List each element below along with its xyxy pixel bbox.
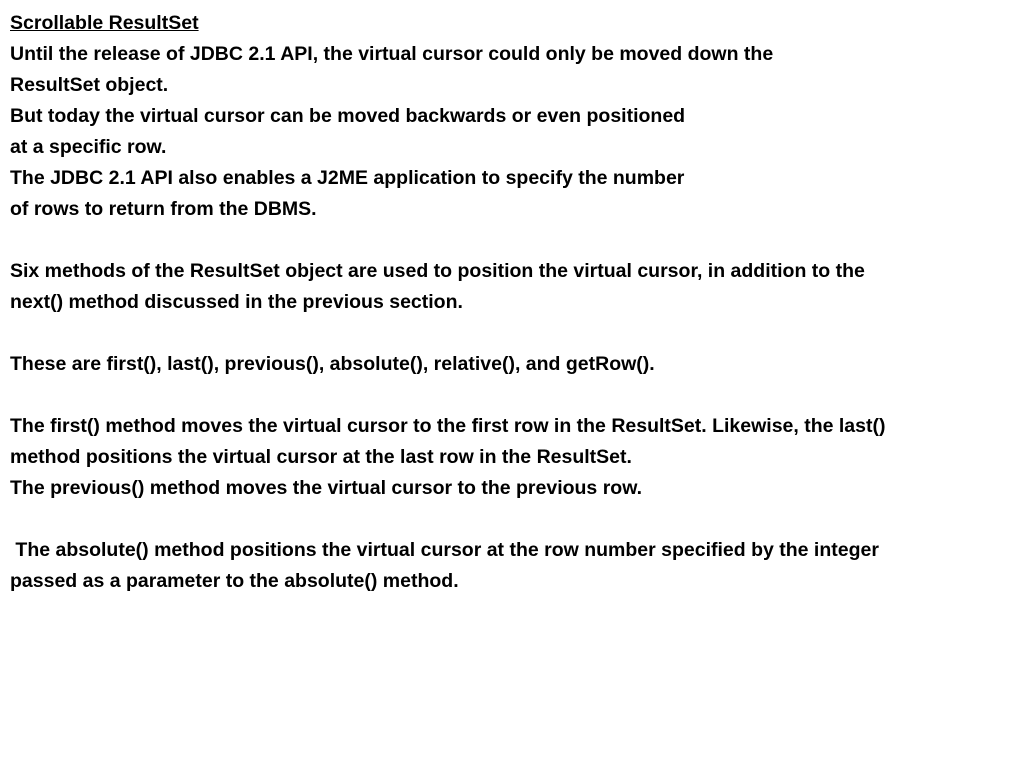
slide-body xyxy=(10,8,1020,597)
body-line: The first() method moves the virtual cursor to the first row in the ResultSet. Likewise, the last() xyxy=(10,415,886,437)
body-line: at a specific row. xyxy=(10,136,167,158)
blank-line xyxy=(10,380,1020,411)
body-line: The previous() method moves the virtual cursor to the previous row. xyxy=(10,477,643,499)
blank-line xyxy=(10,318,1020,349)
body-line: The JDBC 2.1 API also enables a J2ME application to specify the number xyxy=(10,167,685,189)
body-line: method positions the virtual cursor at the last row in the ResultSet. xyxy=(10,446,632,468)
blank-line xyxy=(10,504,1020,535)
body-line: ResultSet object. xyxy=(10,74,169,96)
body-line: Six methods of the ResultSet object are used to position the virtual cursor, in addition to the xyxy=(10,260,865,282)
body-line: passed as a parameter to the absolute() method. xyxy=(10,570,459,592)
body-line: But today the virtual cursor can be moved backwards or even positioned xyxy=(10,105,686,127)
body-line: These are first(), last(), previous(), absolute(), relative(), and getRow(). xyxy=(10,353,655,375)
body-line: Until the release of JDBC 2.1 API, the virtual cursor could only be moved down the xyxy=(10,43,774,65)
body-line: next() method discussed in the previous section. xyxy=(10,291,463,313)
blank-line xyxy=(10,225,1020,256)
slide-title: Scrollable ResultSet xyxy=(10,12,199,34)
body-line: The absolute() method positions the virtual cursor at the row number specified by the integer xyxy=(10,539,879,561)
body-line: of rows to return from the DBMS. xyxy=(10,198,317,220)
